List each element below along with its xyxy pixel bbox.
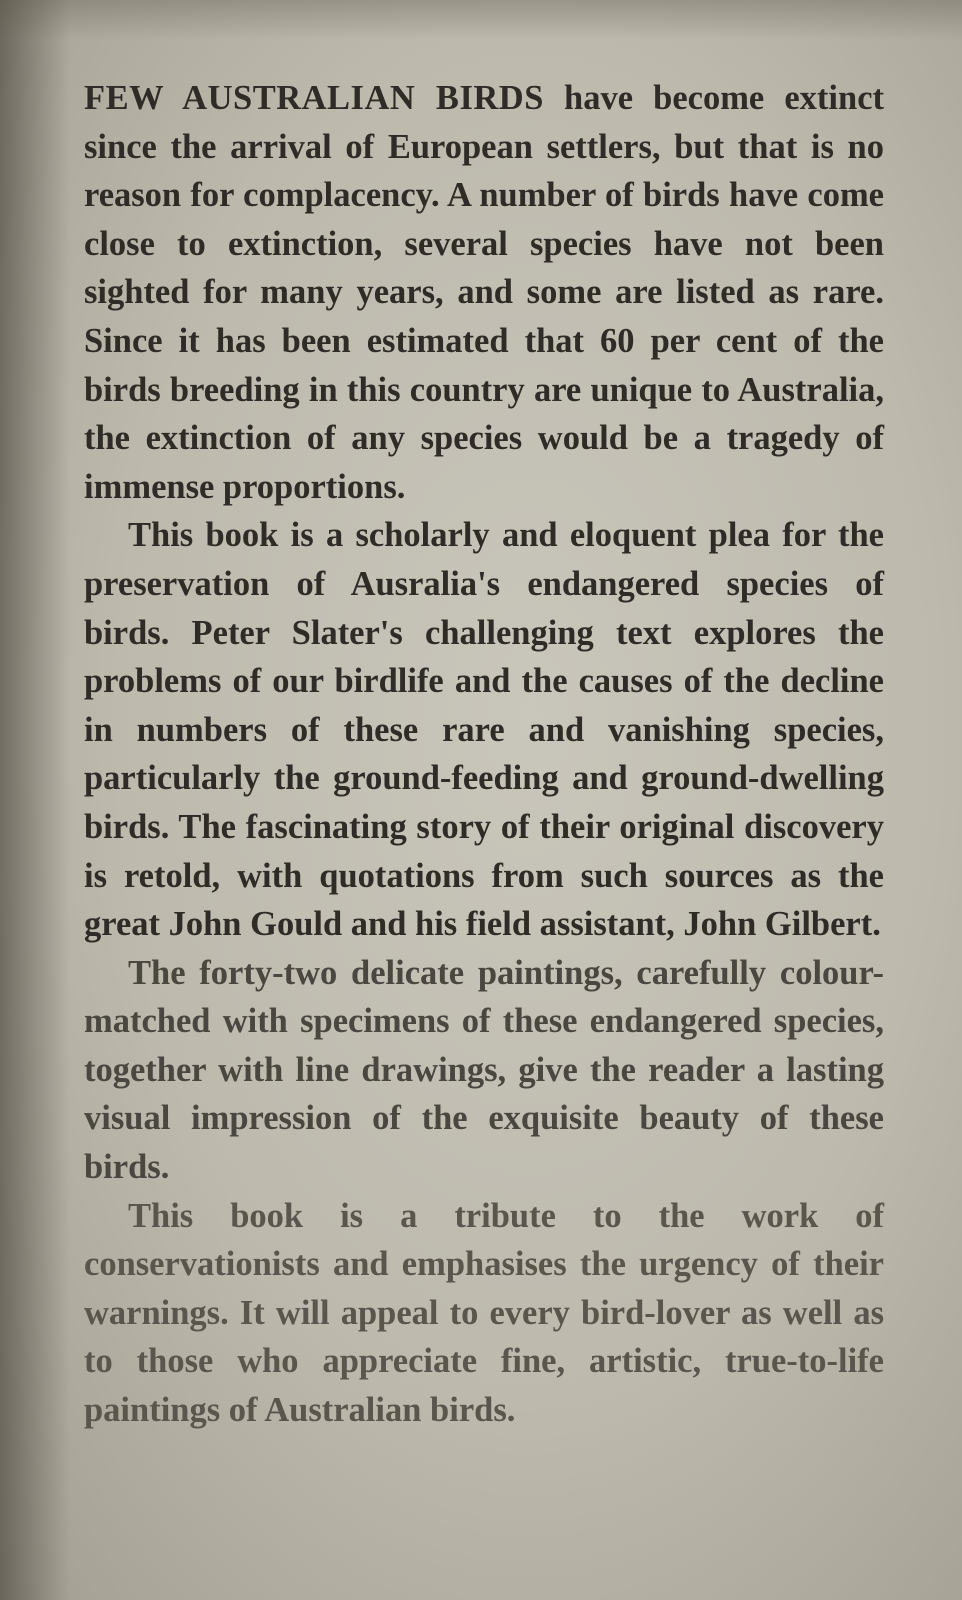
blurb-paragraph-3: The forty-two delicate paintings, carefully colour-matched with specimens of these endangered species, together with line drawings, give the reader a lasting visual impression of the exquisite beauty of these birds. bbox=[84, 953, 884, 1187]
lead-in: FEW AUSTRALIAN BIRDS bbox=[84, 79, 544, 117]
blurb-paragraph-1 bbox=[84, 74, 884, 511]
blurb-paragraph-4: This book is a tribute to the work of conservationists and emphasises the urgency of their warnings. It will appeal to every bird-lover as well as to those who appreciate fine, artistic, true-to-life paintings of Australian birds. bbox=[84, 1196, 884, 1430]
blurb-paragraph-2: This book is a scholarly and eloquent plea for the preservation of Ausralia's endangered species of birds. Peter Slater's challenging text explores the problems of our birdlife and the causes of the decline in numbers of these rare and vanishing species, particularly the ground-feeding and ground-dwelling birds. The fascinating story of their original discovery is retold, with quotations from such sources as the great John Gould and his field assistant, John Gilbert. bbox=[84, 516, 884, 944]
page-shadow bbox=[0, 0, 70, 1600]
paragraph-1-text: have become extinct since the arrival of European settlers, but that is no reason for complacency. A number of birds have come close to extinction, several species have not been sighted for many years, and some are listed as rare. Since it has been estimated that 60 per cent of the birds breeding in this country are unique to Australia, the extinction of any species would be a tragedy of immense proportions. bbox=[84, 79, 884, 506]
blurb-text bbox=[84, 74, 884, 1435]
page-shadow-top bbox=[0, 0, 962, 40]
